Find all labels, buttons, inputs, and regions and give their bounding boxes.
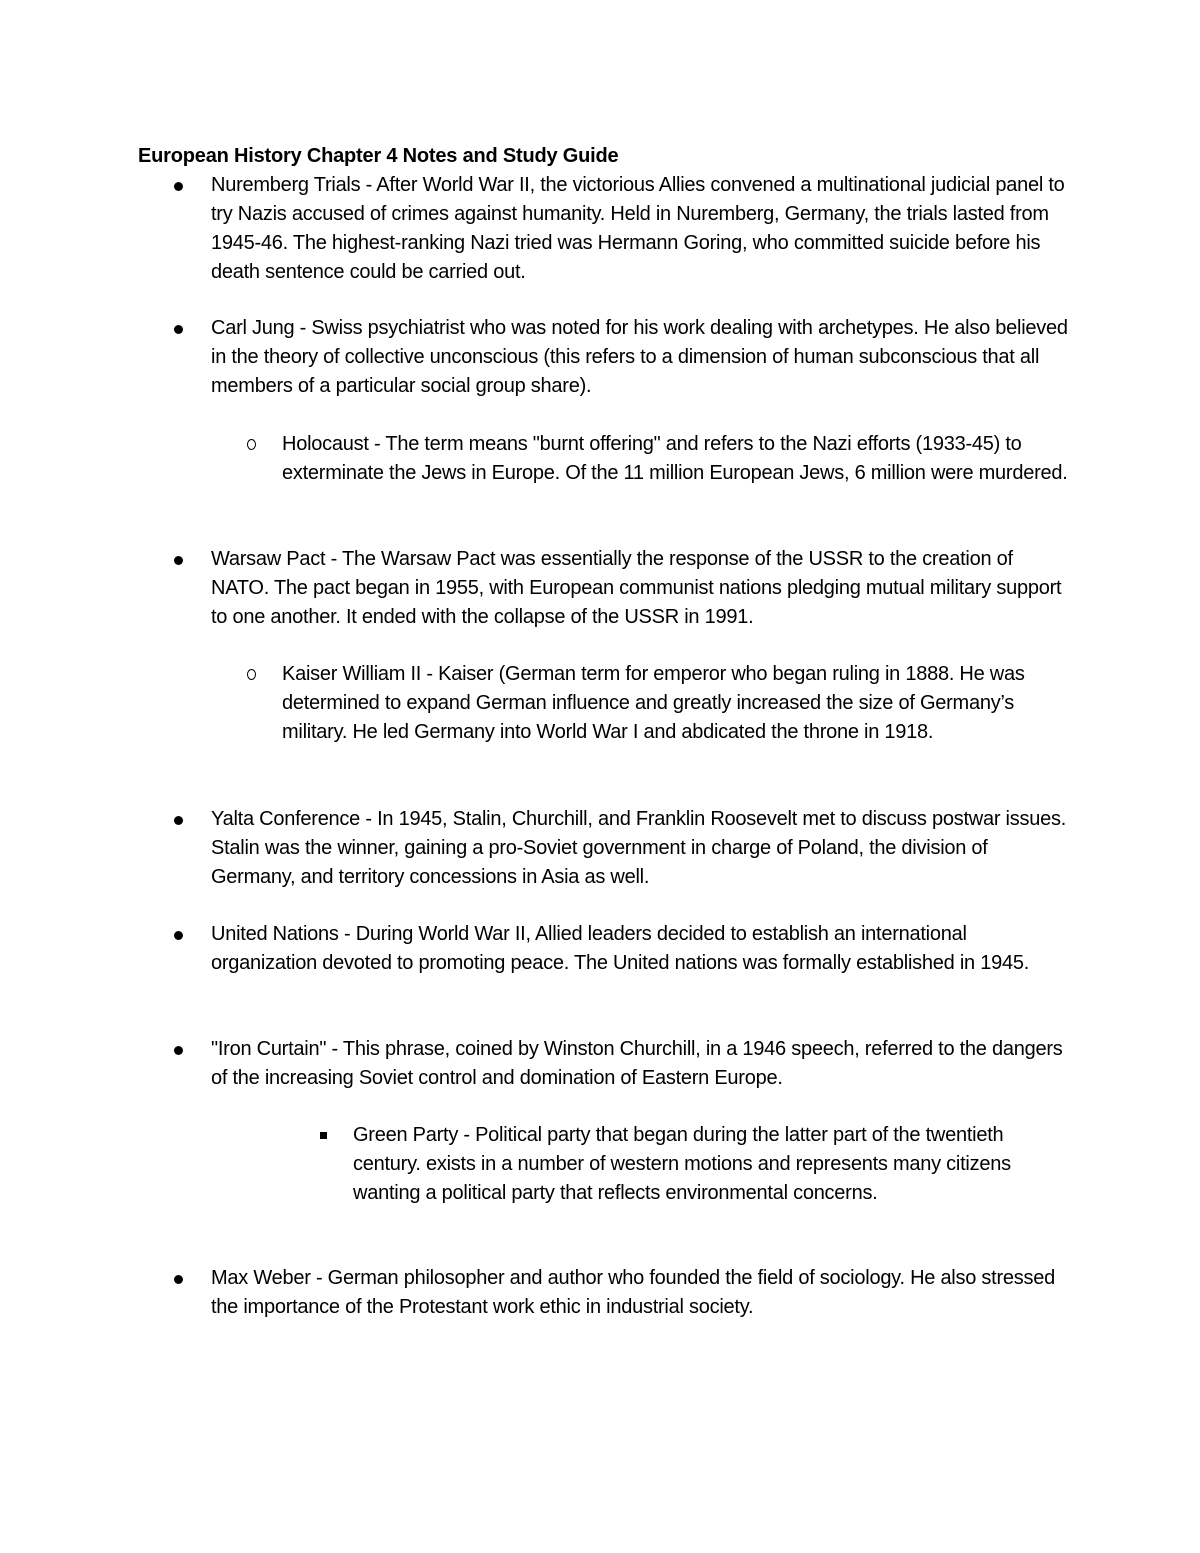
list-item-text: Holocaust - The term means "burnt offering" and refers to the Nazi efforts (1933-45) to exterminate the Jews in Europe. Of the 11 million European Jews, 6 million were murdered.: [282, 433, 1068, 484]
list-item-text: Yalta Conference - In 1945, Stalin, Churchill, and Franklin Roosevelt met to discuss postwar issues. Stalin was the winner, gaining a pro-Soviet government in charge of Poland, the division of Germany, and territory concessions in Asia as well.: [211, 808, 1067, 888]
bullet-disc-icon: [174, 816, 183, 825]
list-item-carl-jung: [211, 314, 1071, 401]
list-item-kaiser-william: [282, 660, 1072, 747]
list-item-nuremberg-trials: [211, 171, 1071, 287]
list-item-text: Green Party - Political party that began during the latter part of the twentieth century. exists in a number of western motions and represents many citizens wanting a political party that reflects environmental concerns.: [353, 1124, 1011, 1204]
bullet-disc-icon: [174, 325, 183, 334]
list-item-text: Carl Jung - Swiss psychiatrist who was noted for his work dealing with archetypes. He also believed in the theory of collective unconscious (this refers to a dimension of human subconscious that all members of a particular social group share).: [211, 317, 1068, 397]
bullet-circle-icon: [247, 669, 256, 680]
list-item-text: "Iron Curtain" - This phrase, coined by Winston Churchill, in a 1946 speech, referred to the dangers of the increasing Soviet control and domination of Eastern Europe.: [211, 1038, 1063, 1089]
list-item-united-nations: [211, 920, 1071, 978]
list-item-yalta-conference: [211, 805, 1071, 892]
bullet-square-icon: [320, 1132, 327, 1139]
bullet-disc-icon: [174, 931, 183, 940]
list-item-text: Warsaw Pact - The Warsaw Pact was essentially the response of the USSR to the creation of NATO. The pact began in 1955, with European communist nations pledging mutual military support to one another. It ended with the collapse of the USSR in 1991.: [211, 548, 1062, 628]
list-item-holocaust: [282, 430, 1072, 488]
bullet-disc-icon: [174, 1275, 183, 1284]
list-item-text: Nuremberg Trials - After World War II, the victorious Allies convened a multinational judicial panel to try Nazis accused of crimes against humanity. Held in Nuremberg, Germany, the trials lasted from 1945-46. The highest-ranking Nazi tried was Hermann Goring, who committed suicide before his death sentence could be carried out.: [211, 174, 1065, 283]
list-item-green-party: [353, 1121, 1073, 1208]
list-item-iron-curtain: [211, 1035, 1071, 1093]
bullet-circle-icon: [247, 439, 256, 450]
list-item-text: Max Weber - German philosopher and author who founded the field of sociology. He also stressed the importance of the Protestant work ethic in industrial society.: [211, 1267, 1056, 1318]
list-item-text: Kaiser William II - Kaiser (German term for emperor who began ruling in 1888. He was determined to expand German influence and greatly increased the size of Germany’s military. He led Germany into World War I and abdicated the throne in 1918.: [282, 663, 1025, 743]
list-item-warsaw-pact: [211, 545, 1071, 632]
bullet-disc-icon: [174, 556, 183, 565]
document-title: European History Chapter 4 Notes and Study Guide: [138, 145, 619, 167]
bullet-disc-icon: [174, 1046, 183, 1055]
list-item-max-weber: [211, 1264, 1071, 1322]
bullet-disc-icon: [174, 182, 183, 191]
list-item-text: United Nations - During World War II, Allied leaders decided to establish an international organization devoted to promoting peace. The United nations was formally established in 1945.: [211, 923, 1030, 974]
